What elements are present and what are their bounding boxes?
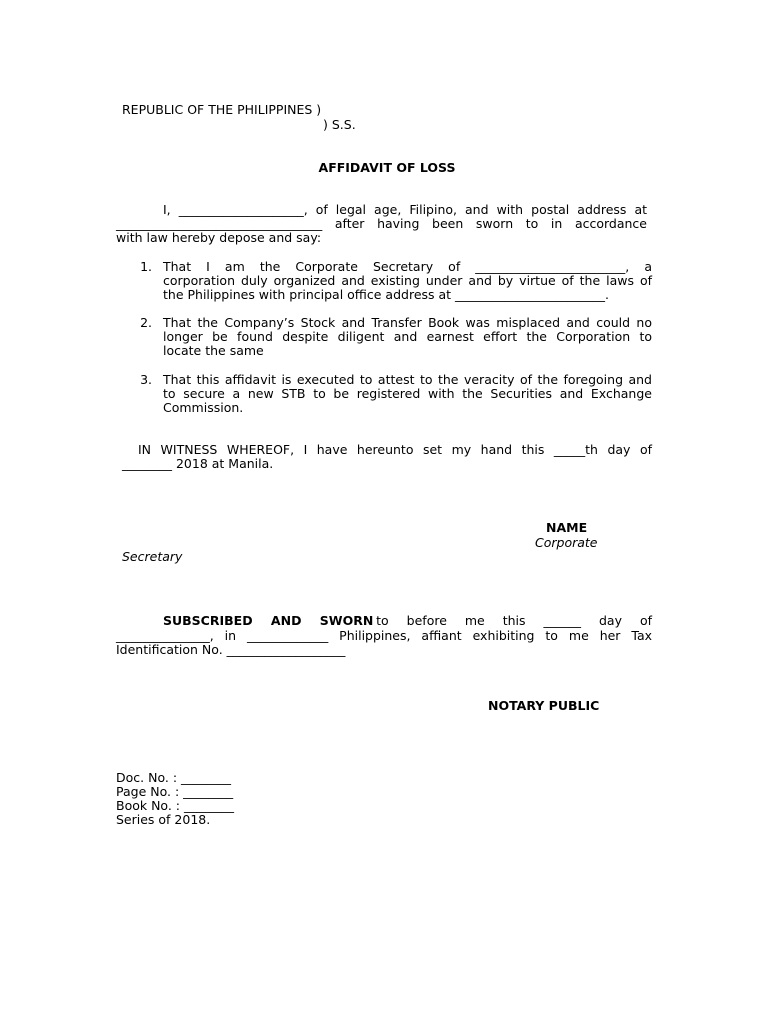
item-3-line-3: Commission. [163, 400, 244, 415]
signatory-title-part-1: Corporate [535, 535, 598, 550]
item-number: 3. [140, 372, 152, 387]
intro-line-3: with law hereby depose and say: [116, 230, 322, 245]
jurat-line-1 [163, 614, 652, 629]
jurat-line-2: _______________, in _____________ Philippines, affiant exhibiting to me her Tax [116, 628, 652, 643]
jurat-line-1-rest: to before me this ______ day of [376, 613, 652, 628]
item-3-line-1: That this affidavit is executed to attest to the veracity of the foregoing and [163, 372, 652, 387]
signatory-title-part-2: Secretary [122, 549, 183, 564]
item-2-line-1: That the Company’s Stock and Transfer Book was misplaced and could no [163, 315, 652, 330]
witness-line-2: ________ 2018 at Manila. [122, 456, 274, 471]
item-number: 2. [140, 315, 152, 330]
signatory-name: NAME [546, 520, 588, 535]
item-3-line-2: to secure a new STB to be registered with the Securities and Exchange [163, 386, 652, 401]
item-1-line-3: the Philippines with principal office address at ________________________. [163, 287, 610, 302]
witness-line-1: IN WITNESS WHEREOF, I have hereunto set my hand this _____th day of [138, 442, 652, 457]
item-1-line-1: That I am the Corporate Secretary of ________________________, a [163, 259, 652, 274]
item-1-line-2: corporation duly organized and existing under and by virtue of the laws of [163, 273, 652, 288]
ss-line: ) S.S. [323, 117, 356, 132]
document-title: AFFIDAVIT OF LOSS [318, 160, 456, 175]
book-no-line: Book No. : ________ [116, 798, 234, 813]
item-2-line-2: longer be found despite diligent and earnest effort the Corporation to [163, 329, 652, 344]
jurat-bold-lead: SUBSCRIBED AND SWORN [163, 613, 374, 628]
notary-public-label: NOTARY PUBLIC [488, 698, 600, 713]
series-line: Series of 2018. [116, 812, 211, 827]
item-number: 1. [140, 259, 152, 274]
page-no-line: Page No. : ________ [116, 784, 234, 799]
item-2-line-3: locate the same [163, 343, 264, 358]
intro-line-2: _________________________________ after having been sworn to in accordance [116, 216, 647, 231]
doc-no-line: Doc. No. : ________ [116, 770, 232, 785]
republic-line: REPUBLIC OF THE PHILIPPINES ) [122, 102, 322, 117]
intro-line-1: I, ____________________, of legal age, Filipino, and with postal address at [163, 202, 647, 217]
jurat-line-3: Identification No. ___________________ [116, 642, 346, 657]
